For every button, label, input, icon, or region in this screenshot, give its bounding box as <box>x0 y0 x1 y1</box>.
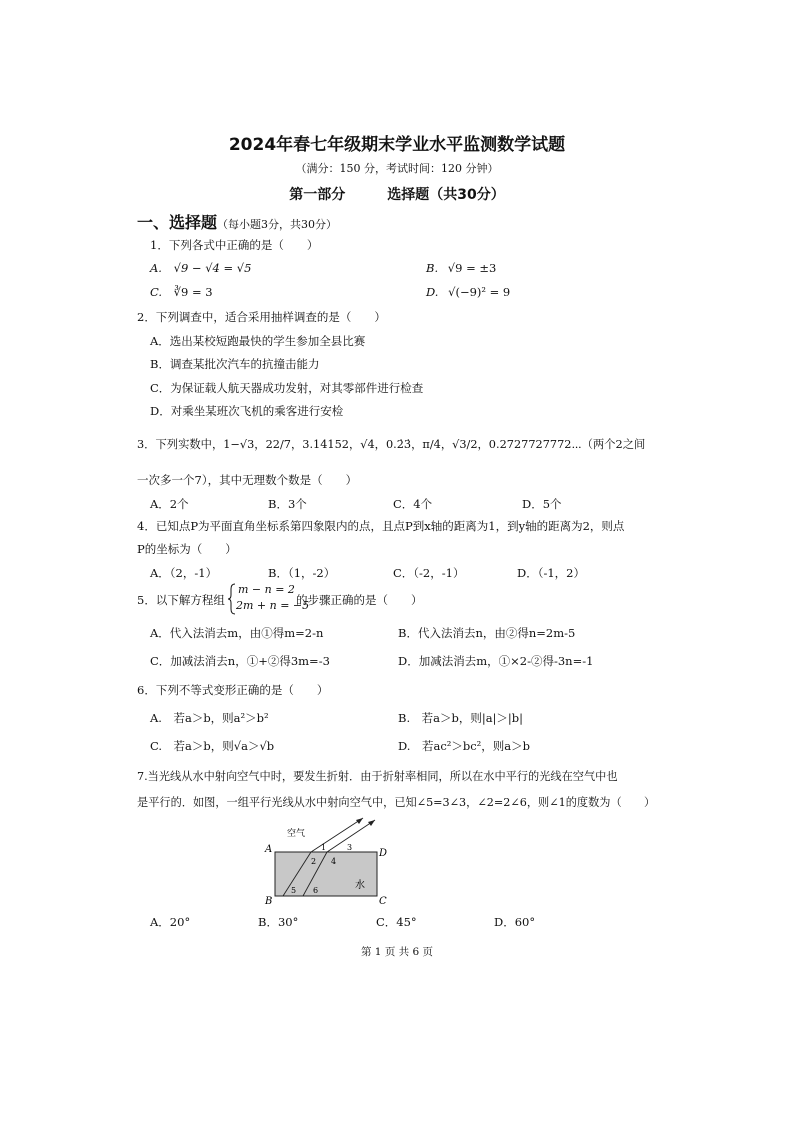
point-c-label: C <box>379 896 387 907</box>
q2-option-c[interactable]: C．为保证载人航天器成功发射，对其零部件进行检查 <box>150 381 424 395</box>
arrow-icon <box>368 820 375 826</box>
q1-stem: 1．下列各式中正确的是（ ） <box>150 238 319 252</box>
page-title: 2024年春七年级期末学业水平监测数学试题 <box>228 135 566 155</box>
q7-option-b[interactable]: B．30° <box>258 915 299 929</box>
q3-option-c[interactable]: C．4个 <box>393 497 433 511</box>
angle-6-label: 6 <box>313 886 319 895</box>
section-title: 一、选择题 <box>137 213 218 232</box>
q1-option-a[interactable] <box>150 261 251 275</box>
water-label: 水 <box>355 880 365 891</box>
point-d-label: D <box>379 848 388 859</box>
q1-option-b[interactable] <box>426 261 496 275</box>
q2-option-b[interactable]: B．调查某批次汽车的抗撞击能力 <box>150 357 320 371</box>
option-text: √(−9)² = 9 <box>448 285 511 299</box>
q6-option-c[interactable]: C. 若a＞b，则√a＞√b <box>150 739 275 753</box>
q2-stem: 2．下列调查中，适合采用抽样调查的是（ ） <box>137 310 386 324</box>
q5-option-b[interactable]: B．代入法消去n，由②得n=2m-5 <box>398 626 576 640</box>
q3-option-d[interactable]: D．5个 <box>522 497 562 511</box>
part-title: 第一部分 选择题（共30分） <box>289 187 505 203</box>
q3-stem-line2: 一次多一个7），其中无理数个数是（ ） <box>137 473 358 487</box>
refraction-figure <box>255 812 405 907</box>
q7-stem-line2: 是平行的．如图，一组平行光线从水中射向空气中，已知∠5=3∠3，∠2=2∠6，则∠1的度数为（ ） <box>137 796 656 809</box>
q1-option-c[interactable] <box>150 285 213 299</box>
q5-stem-prefix: 5．以下解方程组 <box>137 593 225 607</box>
angle-4-label: 4 <box>331 857 337 866</box>
q3-stem-line1: 3．下列实数中，1−√3，22/7，3.14152，√4，0.2̇3̇，π/4，√3/2，0.2727727772⋯（两个2之间 <box>137 438 646 451</box>
q3-option-a[interactable]: A．2个 <box>150 497 189 511</box>
q7-option-a[interactable]: A．20° <box>150 915 191 929</box>
q5-option-d[interactable]: D．加减法消去m，①×2-②得-3n=-1 <box>398 654 594 668</box>
q5-stem-suffix: 的步骤正确的是（ ） <box>296 593 423 607</box>
q3-option-b[interactable]: B．3个 <box>268 497 307 511</box>
option-label: D. <box>426 285 439 299</box>
ray-left-air <box>311 818 363 852</box>
q5-option-a[interactable]: A．代入法消去m，由①得m=2-n <box>150 626 324 640</box>
q4-option-c[interactable]: C．（-2，-1） <box>393 566 465 580</box>
q2-option-d[interactable]: D．对乘坐某班次飞机的乘客进行安检 <box>150 404 344 418</box>
q4-option-a[interactable]: A．（2，-1） <box>150 566 218 580</box>
q7-stem-line1: 7.当光线从水中射向空气中时，要发生折射．由于折射率相同，所以在水中平行的光线在空气中也 <box>137 770 618 783</box>
point-a-label: A <box>265 844 273 855</box>
q5-eq2: 2m + n = −5 <box>236 599 310 612</box>
option-label: A. <box>150 261 162 275</box>
q5-eq1: m − n = 2 <box>238 583 295 596</box>
q7-option-d[interactable]: D．60° <box>494 915 536 929</box>
q4-option-b[interactable]: B．（1，-2） <box>268 566 336 580</box>
q1-option-d[interactable] <box>426 285 510 299</box>
page-footer: 第 1 页 共 6 页 <box>360 946 434 958</box>
q6-option-a[interactable]: A. 若a＞b，则a²＞b² <box>150 711 269 725</box>
point-b-label: B <box>265 896 273 907</box>
angle-5-label: 5 <box>291 886 297 895</box>
q6-option-d[interactable]: D. 若ac²＞bc²，则a＞b <box>398 739 531 753</box>
exam-meta: （满分：150 分，考试时间：120 分钟） <box>295 162 499 175</box>
q4-stem-line1: 4．已知点P为平面直角坐标系第四象限内的点，且点P到x轴的距离为1，到y轴的距离为2，则点 <box>137 519 625 533</box>
q4-option-d[interactable]: D．（-1，2） <box>517 566 585 580</box>
q6-stem: 6．下列不等式变形正确的是（ ） <box>137 683 329 697</box>
q7-option-c[interactable]: C．45° <box>376 915 417 929</box>
section-note: （每小题3分，共30分） <box>217 218 338 231</box>
section-heading <box>137 210 337 233</box>
q4-stem-line2: P的坐标为（ ） <box>137 542 237 556</box>
q6-option-b[interactable]: B. 若a＞b，则|a|＞|b| <box>398 711 524 725</box>
angle-2-label: 2 <box>311 857 317 866</box>
angle-3-label: 3 <box>347 843 353 852</box>
air-label: 空气 <box>287 829 306 839</box>
option-text: ∛9 = 3 <box>173 285 213 299</box>
arrow-icon <box>356 818 363 824</box>
q2-option-a[interactable]: A．选出某校短跑最快的学生参加全县比赛 <box>150 334 366 348</box>
q5-option-c[interactable]: C．加减法消去n，①+②得3m=-3 <box>150 654 330 668</box>
option-label: B. <box>426 261 439 275</box>
angle-1-label: 1 <box>321 843 327 852</box>
option-label: C. <box>150 285 163 299</box>
option-text: √9 − √4 = √5 <box>173 261 252 275</box>
option-text: √9 = ±3 <box>447 261 497 275</box>
